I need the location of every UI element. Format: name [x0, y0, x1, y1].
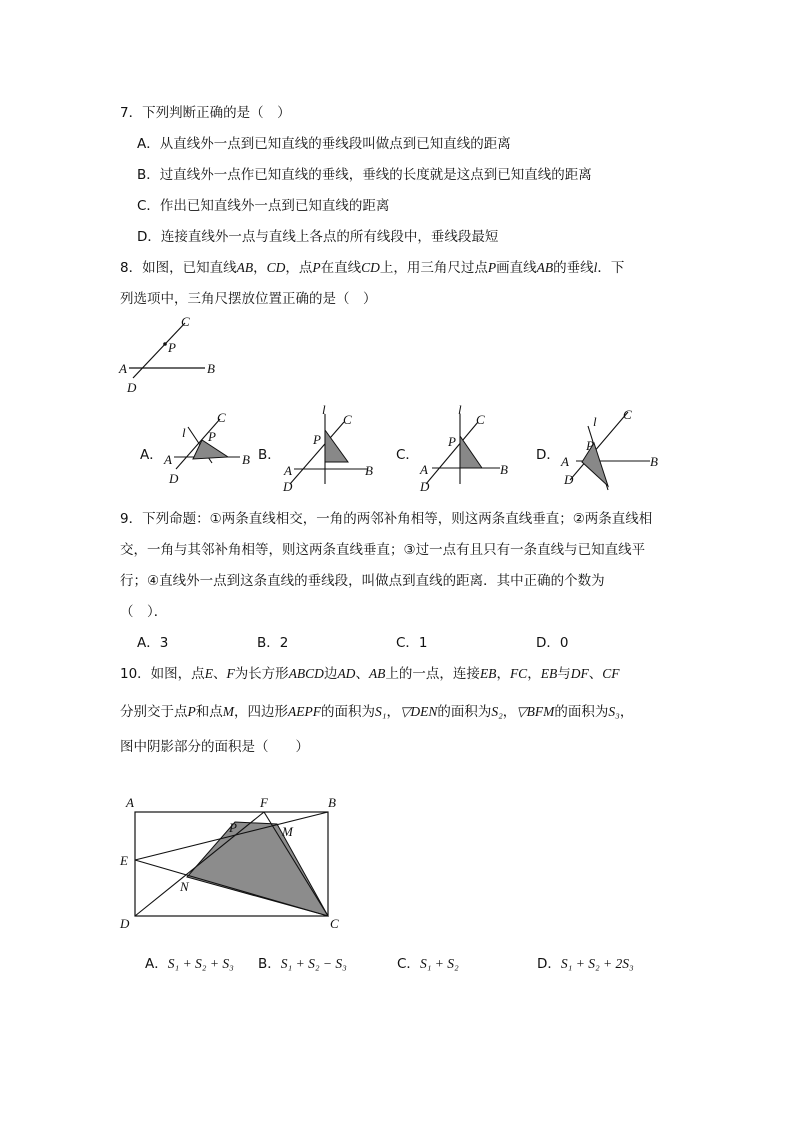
q8-option-b-figure	[280, 400, 380, 495]
point-p	[163, 342, 167, 346]
label-a: A	[119, 361, 127, 376]
svg-text:P: P	[448, 434, 456, 449]
label-b: B	[207, 361, 215, 376]
line-cd	[133, 323, 185, 378]
q9-option-d: D．0	[536, 635, 569, 651]
label-p: P	[168, 340, 176, 355]
svg-text:B: B	[650, 454, 658, 469]
q10-option-b: B．S₁ + S₂ − S₃	[258, 956, 347, 972]
svg-text:B: B	[328, 795, 336, 810]
svg-text:P: P	[313, 432, 321, 447]
q8-stem-line1: 8．如图，已知直线AB，CD，点P在直线CD上，用三角尺过点P画直线AB的垂线l．下	[120, 260, 625, 276]
q8-option-b-letter: B．	[258, 447, 281, 463]
svg-text:C: C	[343, 412, 352, 427]
q9-line3: 行；④直线外一点到这条直线的垂线段，叫做点到直线的距离．其中正确的个数为	[120, 573, 605, 589]
q10-line1: 10．如图，点E、F为长方形ABCD边AD、AB上的一点，连接EB，FC，EB与DF、CF	[120, 666, 620, 682]
q7-option-a: A．从直线外一点到已知直线的垂线段叫做点到已知直线的距离	[137, 136, 511, 152]
svg-text:P: P	[586, 438, 594, 453]
q9-option-a: A．3	[137, 635, 169, 651]
svg-text:A: A	[284, 463, 292, 478]
svg-text:A: A	[420, 462, 428, 477]
svg-text:l: l	[458, 402, 462, 417]
q7-stem: 7．下列判断正确的是（ ）	[120, 105, 291, 121]
svg-text:A: A	[561, 454, 569, 469]
label-c: C	[181, 314, 190, 329]
q8-option-c-letter: C．	[396, 447, 419, 463]
q9-option-b: B．2	[257, 635, 289, 651]
svg-text:D: D	[564, 472, 574, 487]
q8-option-c-figure	[418, 400, 518, 495]
svg-text:M: M	[282, 824, 293, 839]
svg-text:B: B	[365, 463, 373, 478]
svg-text:B: B	[242, 452, 250, 467]
q10-option-c: C．S₁ + S₂	[397, 956, 459, 972]
q9-line2: 交，一角与其邻补角相等，则这两条直线垂直；③过一点有且只有一条直线与已知直线平	[120, 542, 646, 558]
svg-text:C: C	[330, 916, 339, 931]
svg-text:l: l	[322, 402, 326, 417]
q10-line3: 图中阴影部分的面积是（ ）	[120, 739, 309, 755]
q7-option-d: D．连接直线外一点与直线上各点的所有线段中，垂线段最短	[137, 229, 499, 245]
q7-option-b: B．过直线外一点作已知直线的垂线，垂线的长度就是这点到已知直线的距离	[137, 167, 592, 183]
svg-text:D: D	[169, 471, 179, 486]
shaded-region	[187, 822, 328, 916]
q10-option-a: A．S₁ + S₂ + S₃	[145, 956, 234, 972]
q9-option-c: C．1	[396, 635, 428, 651]
svg-text:E: E	[120, 853, 128, 868]
q8-main-figure	[115, 310, 235, 400]
q8-option-d-figure	[558, 400, 673, 495]
q9-line1: 9．下列命题：①两条直线相交，一角的两邻补角相等，则这两条直线垂直；②两条直线相	[120, 511, 653, 527]
q8-stem-line2: 列选项中，三角尺摆放位置正确的是（ ）	[120, 291, 377, 307]
svg-text:A: A	[164, 452, 172, 467]
q10-line2: 分别交于点P和点M，四边形AEPF的面积为S₁，▽DEN的面积为S₂，▽BFM的面积为S₃，	[120, 704, 634, 720]
q8-option-a-letter: A．	[140, 447, 163, 463]
svg-text:D: D	[283, 479, 293, 494]
svg-text:D: D	[420, 479, 430, 494]
q9-line4: （ ）．	[120, 604, 168, 620]
q8-option-d-letter: D．	[536, 447, 560, 463]
q10-option-d: D．S₁ + S₂ + 2S₃	[537, 956, 634, 972]
svg-text:D: D	[120, 916, 130, 931]
svg-text:P: P	[208, 429, 216, 444]
svg-text:P: P	[229, 820, 237, 835]
q7-option-c: C．作出已知直线外一点到已知直线的距离	[137, 198, 390, 214]
q10-figure	[112, 790, 352, 940]
svg-text:l: l	[182, 425, 186, 440]
svg-text:A: A	[126, 795, 134, 810]
svg-text:C: C	[476, 412, 485, 427]
svg-text:F: F	[260, 795, 268, 810]
q8-option-a-figure	[160, 405, 260, 490]
svg-text:N: N	[180, 879, 189, 894]
svg-text:C: C	[623, 407, 632, 422]
svg-text:C: C	[217, 410, 226, 425]
svg-text:l: l	[593, 414, 597, 429]
label-d: D	[127, 380, 137, 395]
svg-text:B: B	[500, 462, 508, 477]
